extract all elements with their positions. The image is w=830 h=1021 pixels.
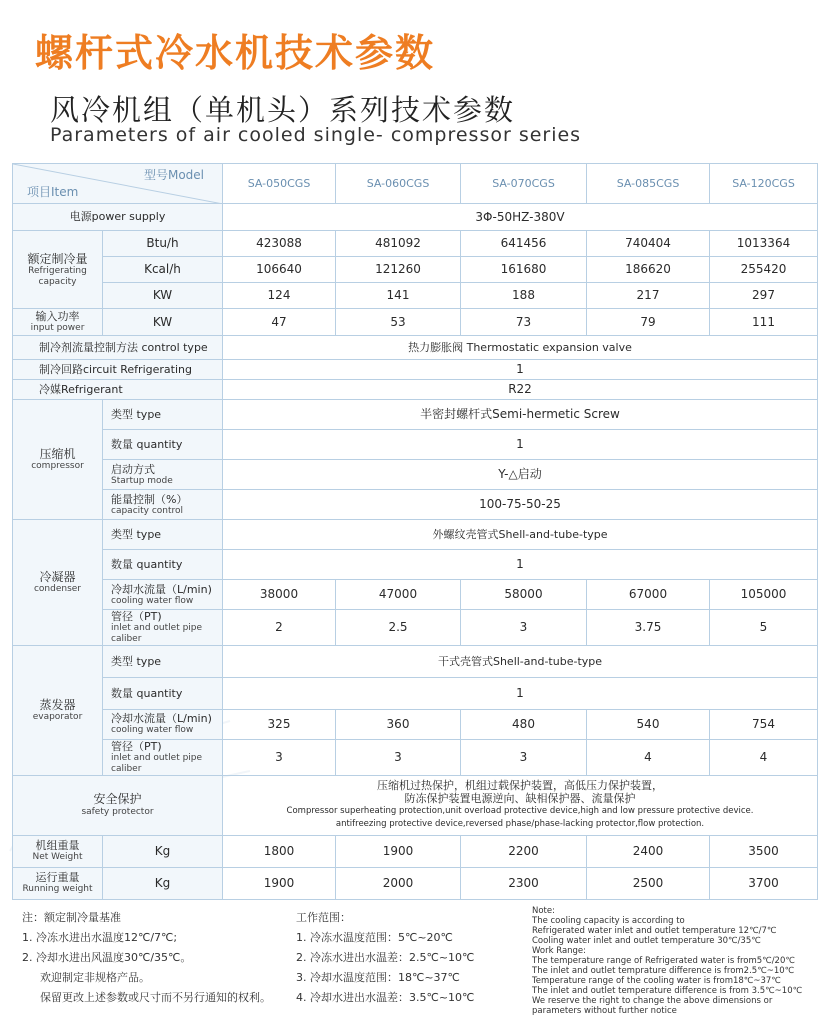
note-line: The inlet and outlet temprature difference is from2.5℃~10℃: [532, 966, 795, 976]
capacity-control-label-cn: 能量控制（%）: [111, 492, 188, 506]
pipe-caliber-label: [103, 610, 223, 646]
water-flow-label-en: cooling water flow: [111, 725, 194, 736]
table-row: [13, 739, 818, 775]
table-cell: 1900: [223, 867, 336, 899]
note-line: 1. 冷冻水进出水温度12℃/7℃;: [22, 931, 178, 944]
table-cell: 2400: [587, 835, 710, 867]
note-line: 2. 冷冻水进出水温差：2.5℃~10℃: [296, 951, 475, 964]
series-title-en: Parameters of air cooled single- compressor series: [50, 124, 582, 146]
page-title: 螺杆式冷水机技术参数: [35, 31, 436, 75]
input-power-label: [13, 309, 103, 336]
quantity-label: 数量 quantity: [103, 550, 223, 580]
table-cell: 5: [710, 610, 818, 646]
water-flow-label-en: cooling water flow: [111, 595, 194, 606]
table-cell: 2: [223, 610, 336, 646]
input-power-label-cn: 输入功率: [35, 310, 80, 323]
table-cell: 47: [223, 309, 336, 336]
table-cell: 217: [587, 283, 710, 309]
table-cell: 188: [461, 283, 587, 309]
table-cell: 1800: [223, 835, 336, 867]
table-cell: 2500: [587, 867, 710, 899]
water-flow-label: [103, 580, 223, 610]
table-row: [13, 257, 818, 283]
startup-label-cn: 启动方式: [111, 462, 155, 476]
table-row: [13, 550, 818, 580]
table-row: [13, 204, 818, 231]
input-power-label-en: input power: [30, 323, 85, 334]
table-cell: 4: [710, 739, 818, 775]
type-label: 类型 type: [103, 520, 223, 550]
cooling-capacity-label: [13, 231, 103, 309]
safety-label-cn: 安全保护: [93, 792, 142, 807]
note-line: Temperature range of the cooling water is from18℃~37℃: [532, 976, 781, 986]
technical-parameters-table: [12, 163, 818, 900]
refrigerant-value: R22: [223, 380, 818, 400]
evaporator-label-en: evaporator: [32, 711, 83, 722]
table-cell: 325: [223, 709, 336, 739]
safety-line-1: 压缩机过热保护，机组过载保护装置，高低压力保护装置，: [377, 779, 663, 793]
condenser-label-cn: 冷凝器: [39, 569, 76, 584]
table-cell: 38000: [223, 580, 336, 610]
table-cell: 53: [336, 309, 461, 336]
model-name: SA-085CGS: [587, 164, 710, 204]
note-line: 保留更改上述参数或尺寸而不另行通知的权利。: [40, 991, 271, 1004]
table-row: [13, 610, 818, 646]
table-row: [13, 490, 818, 520]
quantity-label: 数量 quantity: [103, 430, 223, 460]
water-flow-label: [103, 709, 223, 739]
note-line: 3. 冷却水温度范围：18℃~37℃: [296, 971, 460, 984]
model-name: SA-070CGS: [461, 164, 587, 204]
compressor-quantity-value: 1: [223, 430, 818, 460]
table-row: [13, 283, 818, 309]
table-cell: 2200: [461, 835, 587, 867]
evaporator-label-cn: 蒸发器: [39, 697, 76, 712]
safety-line-2: 防冻保护装置电源逆向、缺相保护器、流量保护: [404, 792, 636, 806]
note-line: We reserve the right to change the above dimensions or: [532, 996, 773, 1006]
table-header-row: [13, 164, 818, 204]
evaporator-quantity-value: 1: [223, 677, 818, 709]
table-row: [13, 580, 818, 610]
table-cell: 124: [223, 283, 336, 309]
note-line: parameters without further notice: [532, 1006, 677, 1016]
safety-label: [13, 775, 223, 835]
capacity-control-label-en: capacity control: [111, 505, 184, 516]
table-cell: 73: [461, 309, 587, 336]
circuit-value: 1: [223, 360, 818, 380]
table-cell: 121260: [336, 257, 461, 283]
running-weight-label: [13, 867, 103, 899]
table-cell: 540: [587, 709, 710, 739]
header-diagonal-cell: [13, 164, 223, 204]
pipe-caliber-label-en: inlet and outlet pipe caliber: [111, 623, 203, 644]
cooling-capacity-label-en: Refrigerating capacity: [28, 265, 87, 287]
unit-label: Kcal/h: [103, 257, 223, 283]
table-cell: 2.5: [336, 610, 461, 646]
table-row: [13, 520, 818, 550]
table-cell: 47000: [336, 580, 461, 610]
pipe-caliber-label: [103, 739, 223, 775]
evaporator-type-value: 干式壳管式Shell-and-tube-type: [223, 645, 818, 677]
notes-english: [532, 906, 822, 1016]
model-name: SA-060CGS: [336, 164, 461, 204]
running-weight-label-cn: 运行重量: [35, 871, 80, 885]
table-cell: 105000: [710, 580, 818, 610]
note-line: Work Range:: [532, 946, 587, 956]
table-cell: 111: [710, 309, 818, 336]
table-cell: 2300: [461, 867, 587, 899]
table-row: [13, 835, 818, 867]
net-weight-label-en: Net Weight: [32, 852, 83, 863]
control-type-value: 热力膨胀阀 Thermostatic expansion valve: [223, 336, 818, 360]
table-row: [13, 775, 818, 835]
table-cell: 67000: [587, 580, 710, 610]
safety-line-4: antifreezing protective device,reversed phase/phase-lacking protector,flow protection.: [335, 819, 705, 830]
note-line: 4. 冷却水进出水温差：3.5℃~10℃: [296, 991, 475, 1004]
power-supply-label: 电源power supply: [13, 204, 223, 231]
series-title-cn: 风冷机组（单机头）系列技术参数: [50, 93, 516, 127]
table-cell: 3500: [710, 835, 818, 867]
condenser-quantity-value: 1: [223, 550, 818, 580]
note-line: 欢迎制定非规格产品。: [40, 971, 150, 984]
table-row: [13, 380, 818, 400]
quantity-label: 数量 quantity: [103, 677, 223, 709]
model-name: SA-120CGS: [710, 164, 818, 204]
pipe-caliber-label-en: inlet and outlet pipe caliber: [111, 752, 203, 774]
table-row: [13, 677, 818, 709]
note-line: The temperature range of Refrigerated water is from5℃/20℃: [532, 956, 795, 966]
pipe-caliber-label-cn: 管径（PT): [111, 739, 162, 753]
table-cell: 1900: [336, 835, 461, 867]
table-row: [13, 460, 818, 490]
water-flow-label-cn: 冷却水流量（L/min): [111, 582, 212, 596]
table-row: [13, 709, 818, 739]
table-cell: 297: [710, 283, 818, 309]
compressor-label: [13, 400, 103, 520]
notes-work-range: [296, 908, 474, 1008]
item-header: 项目Item: [27, 184, 79, 199]
cooling-capacity-label-cn: 额定制冷量: [27, 251, 88, 266]
note-line: The cooling capacity is according to: [532, 916, 685, 926]
power-supply-value: 3Φ-50HZ-380V: [223, 204, 818, 231]
condenser-type-value: 外螺纹壳管式Shell-and-tube-type: [223, 520, 818, 550]
pipe-caliber-label-cn: 管径（PT): [111, 610, 162, 623]
running-weight-label-en: Running weight: [22, 884, 93, 895]
startup-value: Y-△启动: [223, 460, 818, 490]
model-header: 型号Model: [143, 168, 204, 182]
unit-label: Btu/h: [103, 231, 223, 257]
table-cell: 161680: [461, 257, 587, 283]
table-cell: 754: [710, 709, 818, 739]
table-cell: 186620: [587, 257, 710, 283]
unit-label: Kg: [103, 835, 223, 867]
type-label: 类型 type: [103, 400, 223, 430]
table-row: [13, 309, 818, 336]
table-cell: 3.75: [587, 610, 710, 646]
safety-label-en: safety protector: [81, 806, 154, 817]
note-line: 1. 冷冻水温度范围：5℃~20℃: [296, 931, 453, 944]
table-cell: 3: [223, 739, 336, 775]
table-row: [13, 867, 818, 899]
table-cell: 255420: [710, 257, 818, 283]
condenser-label: [13, 520, 103, 646]
table-cell: 2000: [336, 867, 461, 899]
evaporator-label: [13, 645, 103, 775]
table-row: [13, 336, 818, 360]
water-flow-label-cn: 冷却水流量（L/min): [111, 712, 212, 726]
unit-label: KW: [103, 283, 223, 309]
capacity-control-value: 100-75-50-25: [223, 490, 818, 520]
safety-line-3: Compressor superheating protection,unit overload protective device,high and low pressure protective device.: [286, 806, 754, 817]
note-line: Refrigerated water inlet and outlet temperature 12℃/7℃: [532, 926, 777, 936]
table-cell: 360: [336, 709, 461, 739]
startup-label-en: Startup mode: [111, 475, 173, 486]
table-cell: 79: [587, 309, 710, 336]
table-cell: 740404: [587, 231, 710, 257]
table-cell: 1013364: [710, 231, 818, 257]
table-cell: 58000: [461, 580, 587, 610]
unit-label: KW: [103, 309, 223, 336]
table-cell: 480: [461, 709, 587, 739]
note-line: Cooling water inlet and outlet temperature 30℃/35℃: [532, 936, 761, 946]
table-row: [13, 430, 818, 460]
control-type-label: 制冷剂流量控制方法 control type: [13, 336, 223, 360]
unit-label: Kg: [103, 867, 223, 899]
table-cell: 4: [587, 739, 710, 775]
table-cell: 423088: [223, 231, 336, 257]
table-row: [13, 645, 818, 677]
compressor-type-value: 半密封螺杆式Semi-hermetic Screw: [223, 400, 818, 430]
notes-rated-basis: [22, 908, 271, 1008]
table-cell: 481092: [336, 231, 461, 257]
safety-description: [223, 775, 818, 835]
table-cell: 641456: [461, 231, 587, 257]
note-line: The inlet and outlet temperature difference is from 3.5℃~10℃: [532, 986, 803, 996]
compressor-label-cn: 压缩机: [39, 446, 76, 461]
capacity-control-label: [103, 490, 223, 520]
table-cell: 3: [461, 610, 587, 646]
note-line: 注：额定制冷量基准: [22, 911, 121, 924]
table-row: [13, 400, 818, 430]
note-line: 2. 冷却水进出风温度30℃/35℃。: [22, 951, 192, 964]
table-cell: 106640: [223, 257, 336, 283]
table-row: [13, 231, 818, 257]
table-cell: 3: [461, 739, 587, 775]
table-cell: 3: [336, 739, 461, 775]
net-weight-label: [13, 835, 103, 867]
net-weight-label-cn: 机组重量: [35, 839, 80, 853]
circuit-label: 制冷回路circuit Refrigerating: [13, 360, 223, 380]
type-label: 类型 type: [103, 645, 223, 677]
startup-label: [103, 460, 223, 490]
note-line: 工作范围：: [296, 911, 351, 924]
table-cell: 3700: [710, 867, 818, 899]
refrigerant-label: 冷媒Refrigerant: [13, 380, 223, 400]
table-row: [13, 360, 818, 380]
compressor-label-en: compressor: [31, 461, 84, 472]
condenser-label-en: condenser: [33, 584, 82, 595]
note-line: Note:: [532, 906, 555, 916]
model-name: SA-050CGS: [223, 164, 336, 204]
table-cell: 141: [336, 283, 461, 309]
